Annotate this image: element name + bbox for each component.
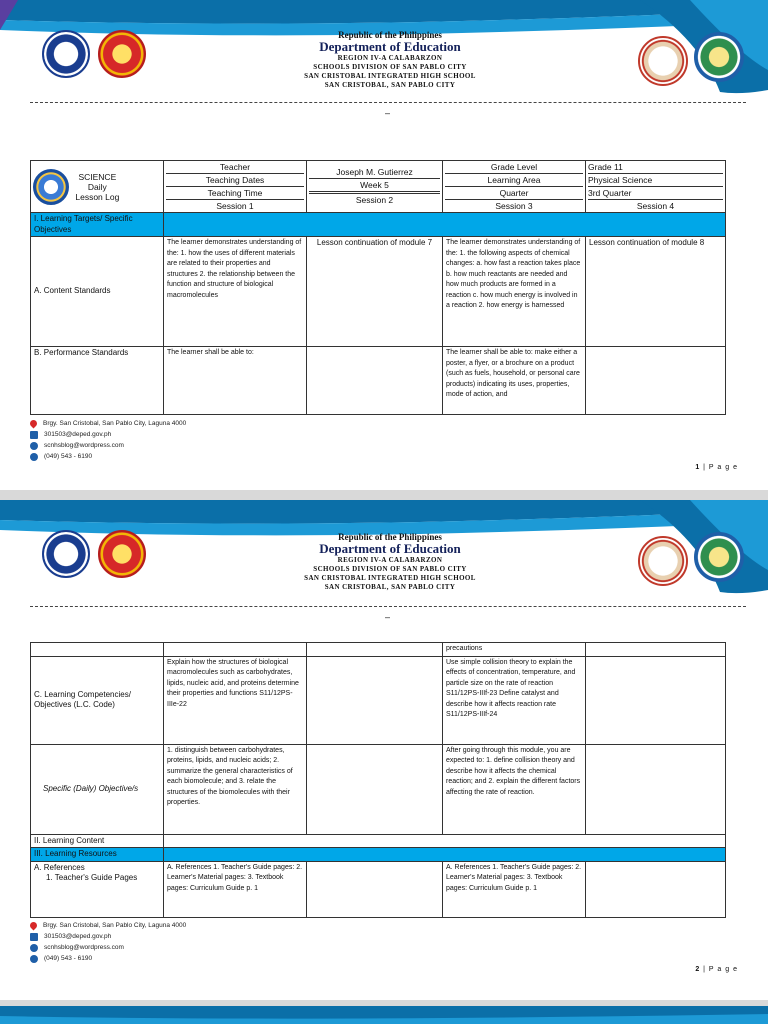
footer-blog: scnhsblog@wordpress.com	[44, 442, 124, 449]
school-seal-logo	[638, 536, 688, 586]
division-seal-logo	[98, 30, 146, 78]
page-number-1	[695, 464, 738, 471]
phone-icon	[30, 955, 38, 963]
quarter-value: 3rd Quarter	[588, 188, 723, 200]
learning-competencies-session-3: Use simple collision theory to explain the effects of concentration, temperature, and particle size on the rate of reaction S11/12PS-IIIf-23 Define catalyst and describe how it affects reaction rate S11/12PS-IIIf-24	[443, 656, 586, 744]
continuation-session-1	[164, 643, 307, 657]
references-session-1: A. References 1. Teacher's Guide pages: 2. Learner's Material pages: 3. Textbook pages: Curriculum Guide p. 1	[164, 861, 307, 917]
footer-address: Brgy. San Cristobal, San Pablo City, Laguna 4000	[43, 922, 187, 929]
performance-standards-session-1: The learner shall be able to:	[164, 347, 307, 415]
dll-title	[75, 172, 119, 202]
session-2-header: Session 2	[355, 195, 394, 205]
session-1-header: Session 1	[216, 200, 254, 211]
table-row-learning-targets	[31, 213, 726, 237]
email-icon	[30, 431, 38, 439]
content-standards-session-1: The learner demonstrates understanding of the: 1. how the uses of different materials are related to their properties and structures 2. the relationship between the function and structure of biological macromolecules	[164, 237, 307, 347]
table-row-content-standards	[31, 237, 726, 347]
school-line: SAN CRISTOBAL INTEGRATED HIGH SCHOOL	[304, 72, 476, 80]
grade-value: Grade 11	[588, 162, 723, 174]
document-page-3-partial	[0, 1006, 768, 1024]
republic-line: Republic of the Philippines	[338, 30, 442, 40]
divider-line	[30, 606, 746, 607]
specific-objectives-session-3: After going through this module, you are expected to: 1. define collision theory and describe how it affects the chemical reaction; and 2. explain the different factors affecting the rate of reaction.	[443, 744, 586, 834]
document-page-2	[0, 500, 768, 1000]
school-line: SAN CRISTOBAL INTEGRATED HIGH SCHOOL	[304, 574, 476, 582]
references-label: A. References	[34, 862, 85, 872]
header-values-cell-2	[586, 161, 726, 213]
specific-objectives-session-4	[586, 744, 726, 834]
table-row-references	[31, 861, 726, 917]
web-icon	[30, 442, 38, 450]
learning-content-label: II. Learning Content	[31, 834, 164, 848]
header-labels-cell-1	[164, 161, 307, 213]
grade-label: Grade Level	[445, 162, 583, 174]
page-1-footer	[30, 418, 186, 462]
footer-phone: (049) 543 - 6190	[44, 955, 93, 962]
daily-label: Daily	[87, 181, 107, 192]
header-values-cell-1	[307, 161, 443, 213]
banner-wave-graphic	[0, 1006, 768, 1024]
table-row-learning-resources	[31, 848, 726, 862]
document-page-1	[0, 0, 768, 490]
map-pin-icon	[29, 921, 39, 931]
address-line: SAN CRISTOBAL, SAN PABLO CITY	[324, 583, 456, 591]
learning-targets-fill	[164, 213, 726, 237]
department-line: Department of Education	[319, 541, 461, 556]
footer-email: 301503@deped.gov.ph	[44, 933, 112, 940]
table-row-learning-content	[31, 834, 726, 848]
references-session-3: A. References 1. Teacher's Guide pages: 2. Learner's Material pages: 3. Textbook pages: Curriculum Guide p. 1	[443, 861, 586, 917]
learning-competencies-session-2	[307, 656, 443, 744]
footer-email: 301503@deped.gov.ph	[44, 431, 112, 438]
continuation-label	[31, 643, 164, 657]
republic-line: Republic of the Philippines	[338, 532, 442, 542]
table-row-performance-standards	[31, 347, 726, 415]
session-3-header: Session 3	[495, 200, 533, 211]
letterhead-banner	[0, 0, 768, 110]
phone-icon	[30, 453, 38, 461]
science-label: SCIENCE	[78, 171, 117, 182]
table-row-learning-competencies	[31, 656, 726, 744]
letterhead-text	[180, 532, 600, 592]
division-line: SCHOOLS DIVISION OF SAN PABLO CITY	[313, 565, 467, 573]
area-label: Learning Area	[445, 175, 583, 187]
continuation-session-2	[307, 643, 443, 657]
daily-lesson-log-table-continued	[30, 642, 726, 918]
page-2-footer	[30, 920, 186, 964]
performance-standards-session-3: The learner shall be able to: make either a poster, a flyer, or a brochure on a product (such as fuels, household, or personal care products) indicating its uses, properties, mode of action, and	[443, 347, 586, 415]
learning-targets-label: I. Learning Targets/ Specific Objectives	[31, 213, 164, 237]
division-seal-logo	[98, 530, 146, 578]
specific-objectives-label: Specific (Daily) Objective/s	[31, 744, 164, 834]
learning-content-fill	[164, 834, 726, 848]
performance-standards-session-4	[586, 347, 726, 415]
region-line: REGION IV-A CALABARZON	[337, 54, 443, 62]
dates-label: Teaching Dates	[166, 175, 304, 187]
continuation-session-3: precautions	[443, 643, 586, 657]
deped-seal-logo	[42, 30, 90, 78]
dll-title-cell	[31, 161, 164, 213]
school-seal-logo	[638, 36, 688, 86]
city-seal-logo	[694, 32, 744, 82]
table-row-specific-objectives	[31, 744, 726, 834]
content-standards-label: A. Content Standards	[31, 237, 164, 347]
lesson-log-label: Lesson Log	[75, 191, 120, 202]
email-icon	[30, 933, 38, 941]
teacher-label: Teacher	[166, 162, 304, 174]
page-number-value: 1	[695, 464, 701, 471]
daily-lesson-log-table	[30, 160, 726, 415]
address-line: SAN CRISTOBAL, SAN PABLO CITY	[324, 81, 456, 89]
quarter-label: Quarter	[445, 188, 583, 200]
footer-phone: (049) 543 - 6190	[44, 453, 93, 460]
content-standards-session-3: The learner demonstrates understanding of the: 1. the following aspects of chemical changes: a. how fast a reaction takes place b. how much reactants are needed and how much products are formed in a reaction c. how much energy is involved in a reaction 2. how energy is harnessed	[443, 237, 586, 347]
references-session-4	[586, 861, 726, 917]
divider-line	[30, 102, 746, 103]
letterhead-banner	[0, 500, 768, 610]
time-label: Teaching Time	[166, 188, 304, 200]
learning-resources-label: III. Learning Resources	[31, 848, 164, 862]
letterhead-text	[180, 30, 600, 90]
city-seal-logo	[694, 532, 744, 582]
page-number-2	[695, 966, 738, 973]
school-logo-icon	[33, 169, 69, 205]
table-row	[31, 161, 726, 213]
page-number-label: | P a g e	[703, 464, 738, 471]
table-row-continuation	[31, 643, 726, 657]
learning-competencies-session-1: Explain how the structures of biological macromolecules such as carbohydrates, lipids, nucleic acid, and proteins determine their properties and functions S11/12PS-IIIe-22	[164, 656, 307, 744]
web-icon	[30, 944, 38, 952]
divider-mark: –	[385, 612, 391, 622]
deped-seal-logo	[42, 530, 90, 578]
references-label-cell	[31, 861, 164, 917]
footer-address: Brgy. San Cristobal, San Pablo City, Laguna 4000	[43, 420, 187, 427]
map-pin-icon	[29, 419, 39, 429]
specific-objectives-session-1: 1. distinguish between carbohydrates, proteins, lipids, and nucleic acids; 2. summarize the general characteristics of each biomolecule; and 3. relate the structures of the biomolecules with their properties.	[164, 744, 307, 834]
performance-standards-label: B. Performance Standards	[31, 347, 164, 415]
continuation-session-4	[586, 643, 726, 657]
teacher-value: Joseph M. Gutierrez	[309, 167, 440, 179]
specific-objectives-session-2	[307, 744, 443, 834]
teachers-guide-label: 1. Teacher's Guide Pages	[46, 873, 138, 882]
learning-competencies-session-4	[586, 656, 726, 744]
dates-value: Week 5	[309, 180, 440, 192]
footer-blog: scnhsblog@wordpress.com	[44, 944, 124, 951]
area-value: Physical Science	[588, 175, 723, 187]
region-line: REGION IV-A CALABARZON	[337, 556, 443, 564]
page-number-value: 2	[695, 966, 701, 973]
division-line: SCHOOLS DIVISION OF SAN PABLO CITY	[313, 63, 467, 71]
department-line: Department of Education	[319, 39, 461, 54]
content-standards-session-4: Lesson continuation of module 8	[586, 237, 726, 347]
performance-standards-session-2	[307, 347, 443, 415]
time-value	[309, 193, 440, 194]
header-labels-cell-2	[443, 161, 586, 213]
learning-resources-fill	[164, 848, 726, 862]
references-session-2	[307, 861, 443, 917]
learning-competencies-label: C. Learning Competencies/ Objectives (L.C. Code)	[31, 656, 164, 744]
divider-mark: –	[385, 108, 391, 118]
content-standards-session-2: Lesson continuation of module 7	[307, 237, 443, 347]
page-number-label: | P a g e	[703, 966, 738, 973]
session-4-header: Session 4	[636, 200, 675, 211]
